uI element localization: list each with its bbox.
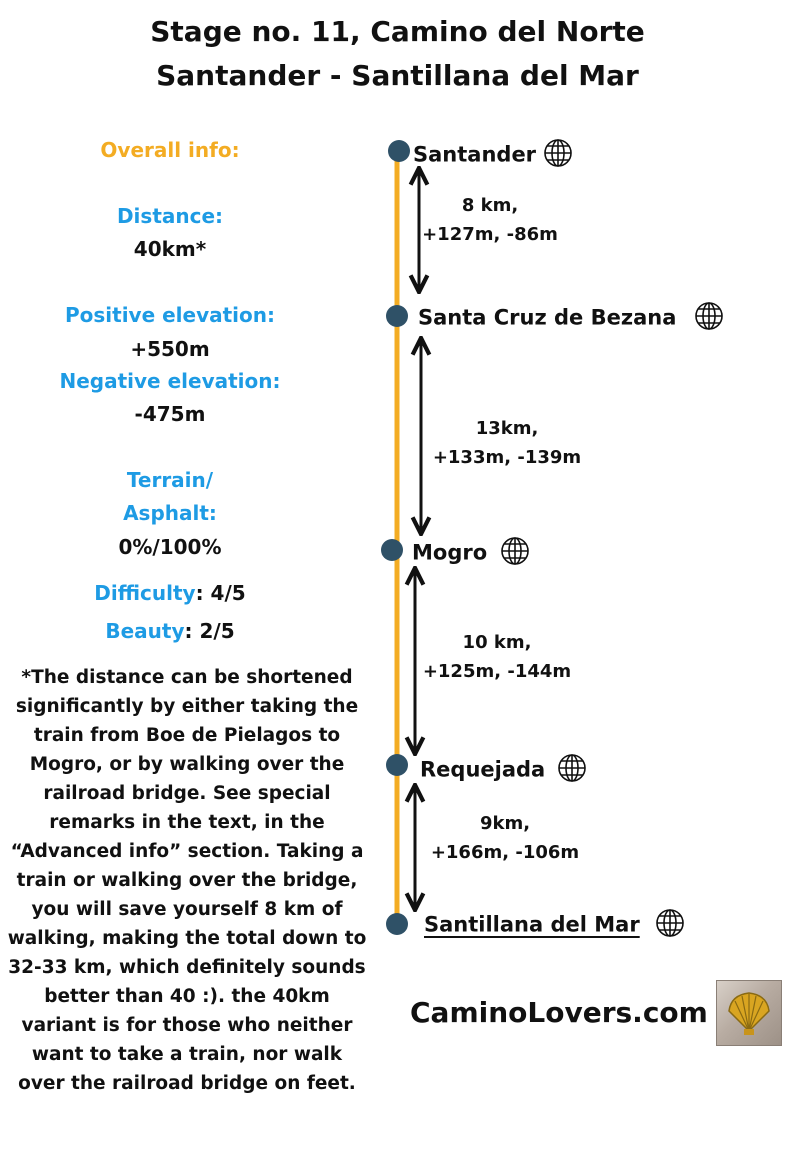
negative-elevation-value: -475m — [134, 402, 206, 426]
negative-elevation-label: Negative elevation: — [59, 369, 281, 393]
distance-value: 40km* — [133, 237, 207, 261]
globe-icon[interactable] — [543, 138, 573, 173]
difficulty-label: Difficulty — [94, 581, 196, 605]
stop-santa-cruz-de-bezana — [418, 301, 724, 336]
stop-dot-requejada — [386, 754, 408, 776]
brand-name: CaminoLovers.com — [410, 996, 708, 1029]
segment-elevation: +133m, -139m — [432, 447, 582, 468]
segment-distance: 8 km, — [461, 195, 519, 216]
segment-distance: 13km, — [475, 418, 539, 439]
segment-elevation: +125m, -144m — [422, 661, 572, 682]
stop-dot-santander — [388, 140, 410, 162]
segment-4-label — [420, 809, 590, 867]
terrain-label: Terrain/ — [126, 468, 214, 492]
positive-elevation-value: +550m — [130, 337, 210, 361]
stop-name: Mogro — [412, 540, 488, 565]
positive-elevation-label: Positive elevation: — [64, 303, 276, 327]
distance-note: *The distance can be shortened significantly by either taking the train from Boe de Pielagos to Mogro, or by walking over the railroad bridge. See special remarks in the text, in the “Advanced info” section. Taking a train or walking over the bridge, you will save yourself 8 km of walking, making the total down to 32-33 km, which definitely sounds better than 40 :). the 40km variant is for those who neither want to take a train, nor walk over the railroad bridge on feet. — [7, 667, 367, 1094]
globe-icon[interactable] — [694, 301, 724, 336]
overall-info-heading: Overall info: — [100, 138, 240, 162]
asphalt-label: Asphalt: — [123, 501, 217, 525]
page-title-line-1: Stage no. 11, Camino del Norte — [150, 15, 645, 48]
segment-distance: 9km, — [479, 813, 531, 834]
stop-santillana-del-mar — [424, 908, 685, 943]
stop-name: Santa Cruz de Bezana — [418, 305, 677, 330]
distance-label: Distance: — [116, 204, 224, 228]
segment-2-label — [422, 414, 592, 472]
scallop-shell-icon — [716, 980, 782, 1046]
segment-1-label — [405, 191, 575, 249]
terrain-value: 0%/100% — [118, 535, 222, 559]
segment-elevation: +127m, -86m — [422, 224, 558, 245]
segment-elevation: +166m, -106m — [430, 842, 580, 863]
globe-icon[interactable] — [557, 753, 587, 788]
globe-icon[interactable] — [500, 536, 530, 571]
beauty-value: : 2/5 — [184, 619, 235, 643]
stop-dot-mogro — [381, 539, 403, 561]
beauty-label: Beauty — [105, 619, 185, 643]
stop-dot-santillana — [386, 913, 408, 935]
stop-name[interactable]: Santillana del Mar — [424, 912, 640, 937]
globe-icon[interactable] — [655, 908, 685, 943]
segment-distance: 10 km, — [462, 632, 532, 653]
stop-dot-santa-cruz — [386, 305, 408, 327]
stop-requejada — [420, 753, 587, 788]
stop-mogro — [412, 536, 530, 571]
stop-name: Requejada — [420, 757, 546, 782]
stop-name: Santander — [413, 142, 537, 167]
page-title-line-2: Santander - Santillana del Mar — [156, 59, 639, 92]
stop-santander — [413, 138, 573, 173]
segment-3-label — [412, 628, 582, 686]
difficulty-value: : 4/5 — [195, 581, 246, 605]
